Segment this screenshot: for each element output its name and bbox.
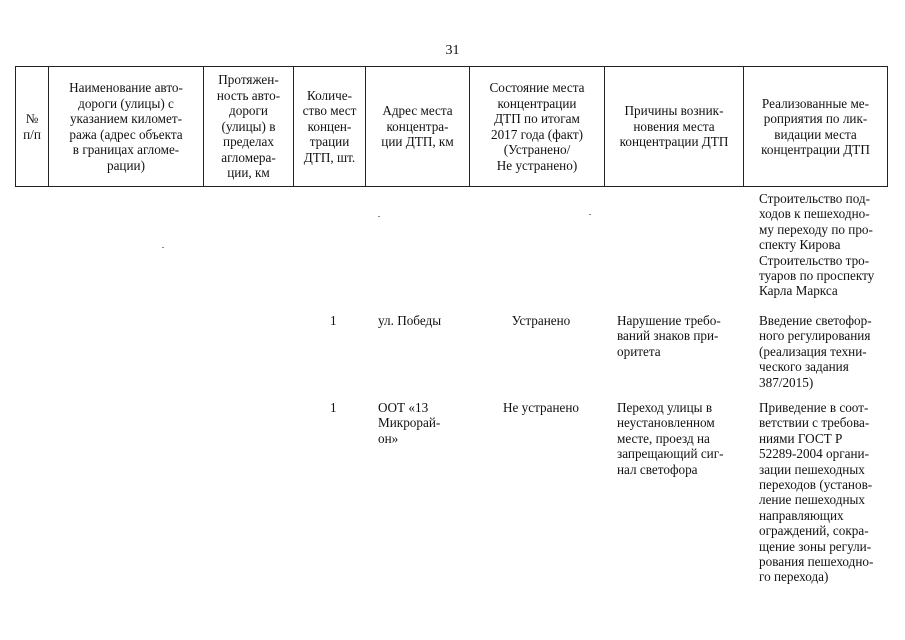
scan-speck [589, 214, 591, 215]
row2-address: ООТ «13 Микрорай- он» [378, 400, 441, 446]
header-cell-count: Количе- ство мест концен- трации ДТП, шт. [294, 67, 366, 187]
header-cell-cause: Причины возник- новения места концентрации ДТП [605, 67, 744, 187]
header-cell-address: Адрес места концентра- ции ДТП, км [366, 67, 470, 187]
row1-cause: Нарушение требо- ваний знаков при- оритета [617, 313, 721, 359]
header-cell-measures: Реализованные ме- роприятия по лик- видации места концентрации ДТП [744, 67, 888, 187]
scan-speck [378, 216, 380, 217]
top-measures-text: Строительство под- ходов к пешеходно- му переходу по про- спекту Кирова Строительство тро- туаров по проспекту Карла Маркса [759, 191, 875, 299]
row2-status: Не устранено [502, 400, 580, 415]
row1-address: ул. Победы [378, 313, 442, 328]
scan-speck [162, 247, 164, 248]
row2-cause: Переход улицы в неустановленном месте, проезд на запрещающий сиг- нал светофора [617, 400, 724, 477]
header-cell-road-name: Наименование авто- дороги (улицы) с указанием километ- ража (адрес объекта в границах агломе- рации) [49, 67, 204, 187]
page-number: 31 [445, 43, 460, 58]
header-cell-status: Состояние места концентрации ДТП по итогам 2017 года (факт) (Устранено/ Не устранено) [470, 67, 605, 187]
row1-status: Устранено [511, 313, 571, 328]
header-row [16, 67, 888, 187]
row2-measures: Приведение в соот- ветствии с требова- ниями ГОСТ Р 52289-2004 органи- зации пешеходных переходов (установ- ление пешеходных направляющих ограждений, сокра- щение зоны регули- рования пешеходно- го перехода) [759, 400, 874, 585]
row1-count: 1 [330, 313, 337, 328]
row1-measures: Введение светофор- ного регулирования (реализация техни- ческого задания 387/2015) [759, 313, 872, 390]
header-cell-number: № п/п [16, 67, 49, 187]
table-header [15, 66, 888, 187]
row2-count: 1 [330, 400, 337, 415]
header-cell-length: Протяжен- ность авто- дороги (улицы) в пределах агломера- ции, км [204, 67, 294, 187]
